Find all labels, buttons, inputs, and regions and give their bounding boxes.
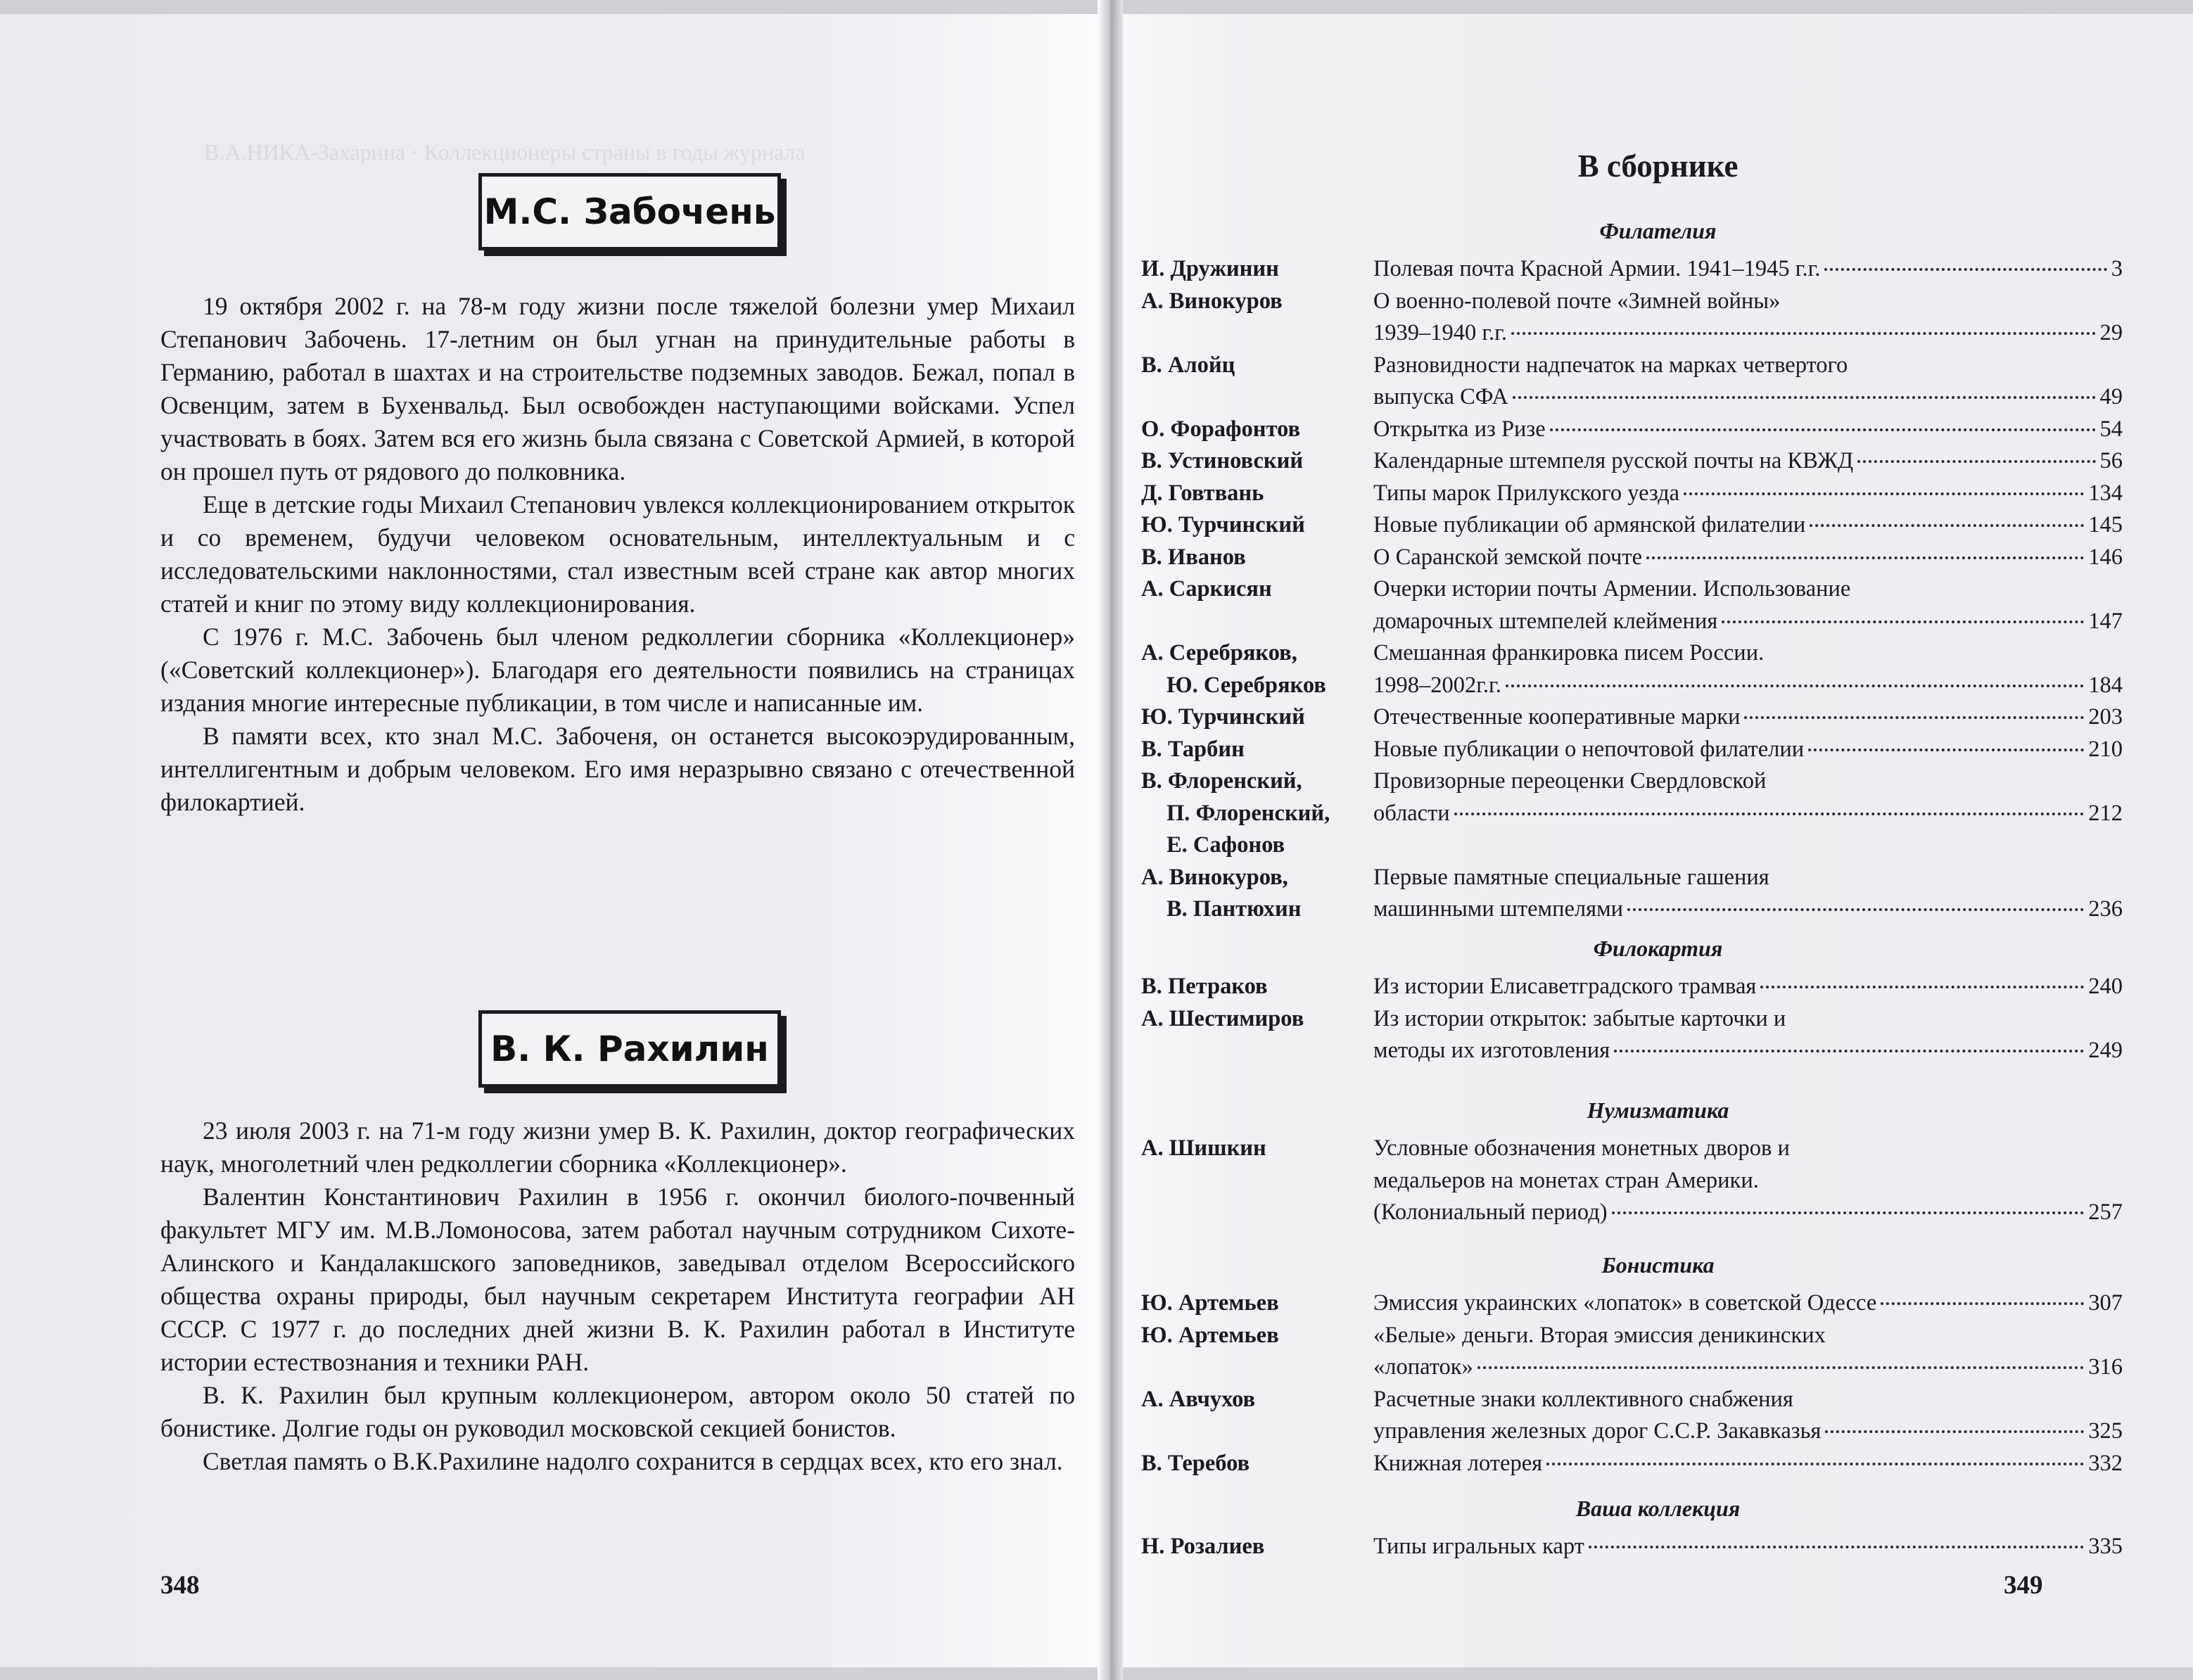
toc-entry-title <box>1373 350 2123 414</box>
page-reference: 147 <box>2088 608 2123 634</box>
paragraph: 23 июля 2003 г. на 71-м году жизни умер В. К. Рахилин, доктор географических наук, многолетний член редколлегии сборника «Коллекционер». <box>160 1116 1075 1178</box>
toc-entry-authors <box>1141 1003 1380 1036</box>
title-line: Типы марок Прилукского уезда <box>1373 480 1680 506</box>
author-name: В. Устиновский <box>1141 448 1304 473</box>
title-line: О Саранской земской почте <box>1373 544 1643 570</box>
title-line: Полевая почта Красной Армии. 1941–1945 г.г. <box>1373 256 1821 281</box>
left-page <box>0 14 1098 1667</box>
author-name: А. Шестимиров <box>1141 1005 1304 1031</box>
page-reference: 307 <box>2088 1290 2123 1316</box>
author-name: И. Дружинин <box>1141 256 1279 281</box>
author-name: Д. Говтвань <box>1141 480 1264 506</box>
page-reference: 257 <box>2088 1199 2123 1225</box>
page-reference: 145 <box>2088 512 2123 537</box>
title-line: Эмиссия украинских «лопаток» в советской Одессе <box>1373 1290 1877 1316</box>
title-line: (Колониальный период) <box>1373 1199 1608 1225</box>
dot-leader <box>1614 1050 2084 1052</box>
dot-leader <box>1744 716 2084 719</box>
author-name: В. Алойц <box>1141 352 1235 378</box>
title-line: 1998–2002г.г. <box>1373 672 1501 698</box>
toc-entry-title <box>1373 573 2123 637</box>
title-line: методы их изготовления <box>1373 1038 1610 1063</box>
title-line: Очерки истории почты Армении. Использование <box>1373 576 1851 602</box>
toc-entry-authors <box>1141 1531 1380 1563</box>
author-name: Ю. Артемьев <box>1141 1322 1279 1348</box>
toc-entry-authors <box>1141 253 1380 286</box>
toc-entry-authors <box>1141 414 1380 446</box>
page-number-right: 349 <box>2004 1571 2043 1600</box>
dot-leader <box>1824 268 2106 271</box>
dot-leader <box>1477 1366 2084 1369</box>
toc-entry-authors <box>1141 509 1380 542</box>
author-name: В. Петраков <box>1141 974 1268 999</box>
title-line: машинными штемпелями <box>1373 896 1624 922</box>
toc-entry-title <box>1373 1133 2123 1229</box>
toc-entry-authors <box>1141 1320 1380 1352</box>
dot-leader <box>1511 332 2096 335</box>
author-name: А. Авчухов <box>1141 1386 1256 1412</box>
title-line: Расчетные знаки коллективного снабжения <box>1373 1386 1793 1412</box>
toc-entry-authors <box>1141 1448 1380 1480</box>
page-reference: 212 <box>2088 800 2123 826</box>
title-line: «Белые» деньги. Вторая эмиссия деникинских <box>1373 1322 1826 1348</box>
toc-entry-authors <box>1141 1133 1380 1165</box>
dot-leader <box>1646 556 2084 559</box>
title-line: Типы игральных карт <box>1373 1534 1584 1559</box>
page-reference: 3 <box>2111 256 2123 281</box>
toc-entry-title <box>1373 701 2123 734</box>
toc-entry-authors <box>1141 350 1380 382</box>
title-line: Открытка из Ризе <box>1373 416 1546 442</box>
dot-leader <box>1506 685 2084 687</box>
dot-leader <box>1808 749 2084 751</box>
title-line: Первые памятные специальные гашения <box>1373 864 1769 890</box>
author-name: Ю. Турчинский <box>1141 512 1305 537</box>
toc-entry-title <box>1373 542 2123 574</box>
title-line: домарочных штемпелей клеймения <box>1373 608 1718 634</box>
page-reference: 49 <box>2099 384 2123 409</box>
dot-leader <box>1546 1463 2084 1465</box>
dot-leader <box>1722 621 2084 623</box>
toc-entry-title <box>1373 1448 2123 1480</box>
paragraph: 19 октября 2002 г. на 78-м году жизни после тяжелой болезни умер Михаил Степанович Забочень. 17-летним он был угнан на принудительные работы в Германию, работал в шахтах и на строительстве подземных заводов. Бежал, попал в Освенцим, затем в Бухенвальд. Был освобожден наступающими войсками. Успел участвовать в боях. Затем вся его жизнь была связана с Советской Армией, в которой он прошел путь от рядового до полковника. <box>160 292 1075 485</box>
page-reference: 54 <box>2099 416 2123 442</box>
toc-entry-authors <box>1141 862 1380 926</box>
title-line: Смешанная франкировка писем России. <box>1373 640 1765 666</box>
dot-leader <box>1550 428 2096 431</box>
page-reference: 236 <box>2088 896 2123 922</box>
page-reference: 56 <box>2099 448 2123 473</box>
page-reference: 203 <box>2088 704 2123 730</box>
toc-section-heading: Филателия <box>1599 218 1717 243</box>
right-page <box>1123 14 2193 1667</box>
title-line: О военно-полевой почте «Зимней войны» <box>1373 288 1781 314</box>
toc-entry-title <box>1373 509 2123 542</box>
author-name: В. Флоренский, <box>1141 768 1302 794</box>
toc-entry-title <box>1373 971 2123 1003</box>
obituary-text-rakhilin <box>160 1114 1075 1478</box>
page-reference: 184 <box>2088 672 2123 698</box>
toc-entry-title <box>1373 1287 2123 1320</box>
page-reference: 332 <box>2088 1450 2123 1476</box>
toc-entry-title <box>1373 1003 2123 1067</box>
toc-entry-title <box>1373 734 2123 766</box>
toc-entry-title <box>1373 1531 2123 1563</box>
toc-section-heading: Филокартия <box>1593 936 1723 961</box>
title-line: Разновидности надпечаток на марках четвертого <box>1373 352 1848 378</box>
author-name: Ю. Серебряков <box>1167 672 1326 698</box>
toc-entry-authors <box>1141 765 1380 862</box>
author-name: В. Теребов <box>1141 1450 1250 1476</box>
paragraph: Валентин Константинович Рахилин в 1956 г. окончил биолого-почвенный факультет МГУ им. М.В.Ломоносова, затем работал научным сотрудником Сихоте-Алинского и Кандалакшского заповедников, заведывал отделом Всероссийского общества охраны природы, был научным секретарем Института географии АН СССР. С 1977 г. до последних дней жизни В. К. Рахилин работал в Институте истории естествознания и техники РАН. <box>160 1183 1075 1376</box>
toc-entry-authors <box>1141 573 1380 606</box>
obituary-heading-rakhilin: В. К. Рахилин <box>478 1010 781 1088</box>
paragraph: В. К. Рахилин был крупным коллекционером, автором около 50 статей по бонистике. Долгие годы он руководил московской секцией бонистов. <box>160 1381 1075 1442</box>
dot-leader <box>1810 524 2084 527</box>
page-reference: 335 <box>2088 1534 2123 1559</box>
title-line: Из истории Елисаветградского трамвая <box>1373 974 1757 999</box>
bleed-through-text: В.А.НИКА-Захарина · Коллекционеры страны в годы журнала <box>204 139 806 165</box>
toc-entry-authors <box>1141 542 1380 574</box>
title-line: области <box>1373 800 1450 826</box>
toc-entry-authors <box>1141 701 1380 734</box>
obituary-heading-zabochen: М.С. Забочень <box>478 173 781 250</box>
author-name: А. Винокуров <box>1141 288 1283 314</box>
page-reference: 146 <box>2088 544 2123 570</box>
book-gutter <box>1098 0 1123 1680</box>
toc-section-heading: Бонистика <box>1601 1252 1715 1278</box>
toc-section-heading: Нумизматика <box>1587 1097 1729 1123</box>
author-name: Е. Сафонов <box>1167 832 1285 858</box>
title-line: управления железных дорог С.С.Р. Закавказья <box>1373 1418 1822 1444</box>
toc-entry-authors <box>1141 1287 1380 1320</box>
dot-leader <box>1684 492 2084 495</box>
obituary-text-zabochen <box>160 290 1075 819</box>
paragraph: С 1976 г. М.С. Забочень был членом редколлегии сборника «Коллекционер» («Советский коллекционер»). Благодаря его деятельности появились на страницах издания многие интересные публикации, в том числе и написанные им. <box>160 623 1075 717</box>
toc-entry-title <box>1373 445 2123 478</box>
title-line: Провизорные переоценки Свердловской <box>1373 768 1767 794</box>
author-name: Н. Розалиев <box>1141 1534 1265 1559</box>
toc-entry-authors <box>1141 478 1380 510</box>
toc-entry-title <box>1373 253 2123 286</box>
paragraph: В памяти всех, кто знал М.С. Забоченя, он останется высокоэрудированным, интеллигентным и добрым человеком. Его имя неразрывно связано с отечественной филокартией. <box>160 722 1075 816</box>
dot-leader <box>1881 1302 2084 1305</box>
page-reference: 134 <box>2088 480 2123 506</box>
contents-title: В сборнике <box>1577 148 1738 184</box>
author-name: О. Форафонтов <box>1141 416 1301 442</box>
dot-leader <box>1454 813 2085 815</box>
title-line: выпуска СФА <box>1373 384 1508 409</box>
title-line: Книжная лотерея <box>1373 1450 1543 1476</box>
toc-entry-title <box>1373 1384 2123 1448</box>
page-reference: 316 <box>2088 1354 2123 1380</box>
page-reference: 240 <box>2088 974 2123 999</box>
dot-leader <box>1513 396 2096 399</box>
title-line: Условные обозначения монетных дворов и <box>1373 1135 1790 1161</box>
dot-leader <box>1627 908 2084 911</box>
title-line: медальеров на монетах стран Америки. <box>1373 1167 1759 1193</box>
title-line: Из истории открыток: забытые карточки и <box>1373 1005 1786 1031</box>
author-name: В. Пантюхин <box>1167 896 1302 922</box>
paragraph: Еще в детские годы Михаил Степанович увлекся коллекционированием открыток и со временем, будучи человеком основательным, интеллектуальным и с исследовательскими наклонностями, стал известным всей стране как автор многих статей и книг по этому виду коллекционирования. <box>160 490 1075 618</box>
title-line: Новые публикации об армянской филателии <box>1373 512 1806 537</box>
author-name: В. Иванов <box>1141 544 1246 570</box>
title-line: Отечественные кооперативные марки <box>1373 704 1741 730</box>
toc-entry-title <box>1373 1320 2123 1384</box>
author-name: В. Тарбин <box>1141 736 1245 762</box>
toc-entry-authors <box>1141 1384 1380 1416</box>
author-name: Ю. Турчинский <box>1141 704 1305 730</box>
dot-leader <box>1612 1211 2085 1214</box>
toc-entry-authors <box>1141 637 1380 701</box>
toc-entry-authors <box>1141 286 1380 318</box>
page-reference: 249 <box>2088 1038 2123 1063</box>
author-name: П. Флоренский, <box>1167 800 1330 826</box>
toc-entry-title <box>1373 637 2123 701</box>
toc-entry-title <box>1373 862 2123 926</box>
page-number-left: 348 <box>160 1571 200 1600</box>
toc-entry-title <box>1373 286 2123 350</box>
page-reference: 325 <box>2088 1418 2123 1444</box>
author-name: Ю. Артемьев <box>1141 1290 1279 1316</box>
toc-entry-title <box>1373 414 2123 446</box>
paragraph: Светлая память о В.К.Рахилине надолго сохранится в сердцах всех, кто его знал. <box>203 1447 1063 1475</box>
page-reference: 210 <box>2088 736 2123 762</box>
title-line: Новые публикации о непочтовой филателии <box>1373 736 1805 762</box>
toc-entry-authors <box>1141 734 1380 766</box>
toc-entry-title <box>1373 765 2123 829</box>
title-line: «лопаток» <box>1373 1354 1473 1380</box>
dot-leader <box>1589 1546 2084 1548</box>
author-name: А. Винокуров, <box>1141 864 1288 890</box>
toc-section-heading: Ваша коллекция <box>1575 1496 1741 1521</box>
title-line: 1939–1940 г.г. <box>1373 320 1507 345</box>
dot-leader <box>1825 1430 2084 1433</box>
dot-leader <box>1760 986 2084 988</box>
author-name: А. Серебряков, <box>1141 640 1297 666</box>
author-name: А. Шишкин <box>1141 1135 1266 1161</box>
dot-leader <box>1857 460 2095 463</box>
title-line: Календарные штемпеля русской почты на КВЖД <box>1373 448 1854 473</box>
page-reference: 29 <box>2099 320 2123 345</box>
toc-entry-authors <box>1141 445 1380 478</box>
toc-entry-authors <box>1141 971 1380 1003</box>
toc-entry-title <box>1373 478 2123 510</box>
author-name: А. Саркисян <box>1141 576 1272 602</box>
